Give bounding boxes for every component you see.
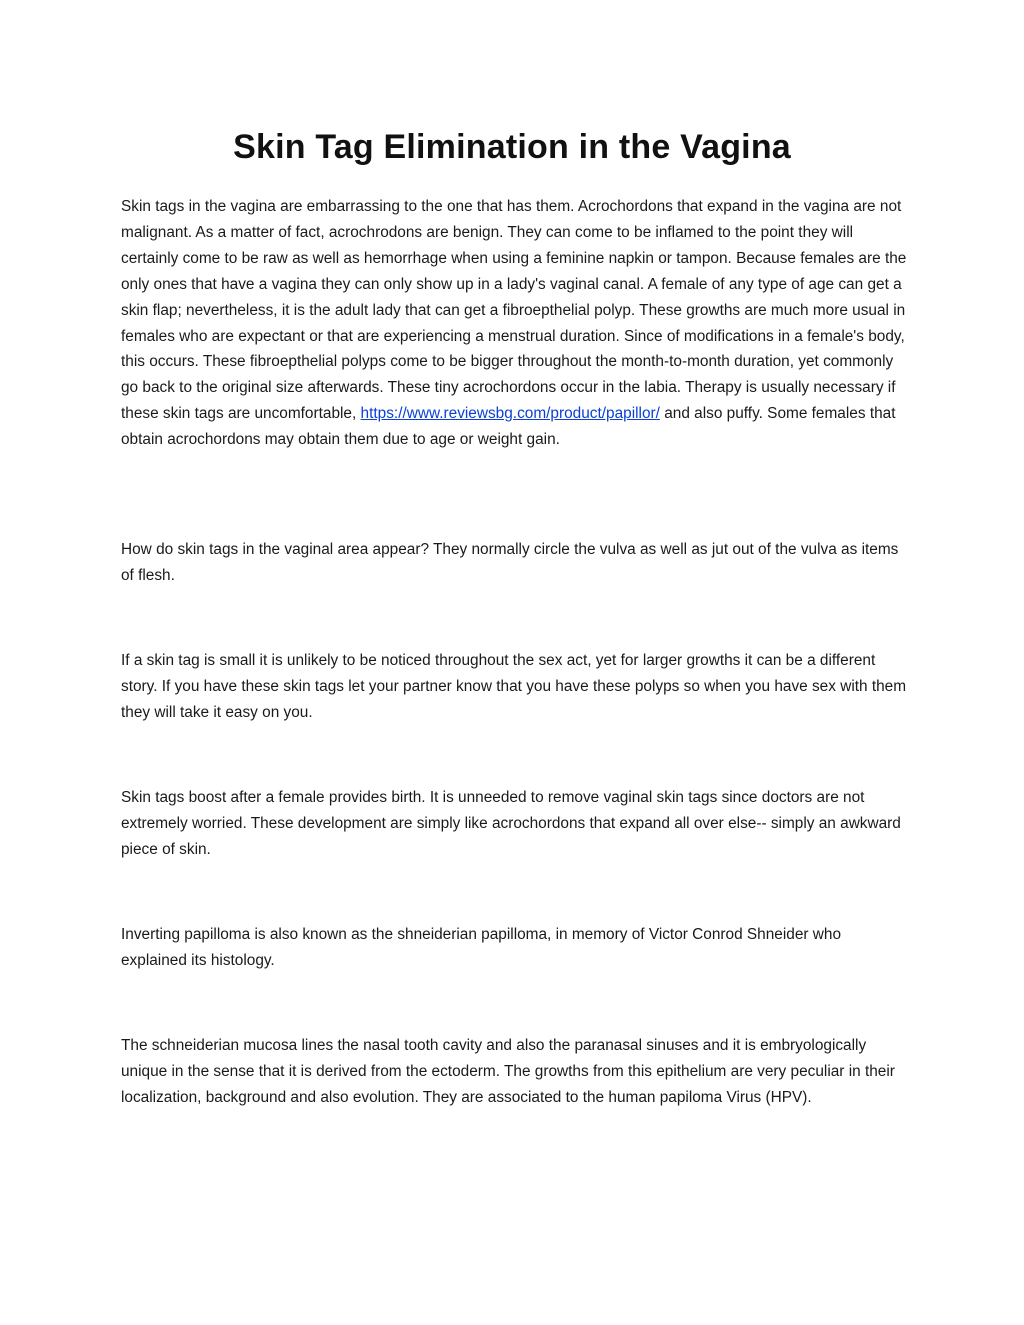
paragraph-1-text-after-link: and also puffy. Some females that obtain acrochordons may obtain them due to age or weight gain. <box>121 405 896 449</box>
paragraph-6: The schneiderian mucosa lines the nasal tooth cavity and also the paranasal sinuses and it is embryologically unique in the sense that it is derived from the ectoderm. The growths from this epithelium are very peculiar in their localization, background and also evolution. They are associated to the human papiloma Virus (HPV). <box>121 1037 895 1106</box>
paragraph-3: If a skin tag is small it is unlikely to be noticed throughout the sex act, yet for larger growths it can be a different story. If you have these skin tags let your partner know that you have these polyps so when you have sex with them they will take it easy on you. <box>121 652 907 721</box>
document-title: Skin Tag Elimination in the Vagina <box>233 128 791 166</box>
paragraph-4: Skin tags boost after a female provides birth. It is unneeded to remove vaginal skin tags since doctors are not extremely worried. These development are simply like acrochordons that expand all over else-- simply an awkward piece of skin. <box>121 789 901 858</box>
paragraph-1-text-before-link: Skin tags in the vagina are embarrassing to the one that has them. Acrochordons that expand in the vagina are not malignant. As a matter of fact, acrochrodons are benign. They can come to be inflamed to the point they will certainly come to be raw as well as hemorrhage when using a feminine napkin or tampon. Because females are the only ones that have a vagina they can only show up in a lady's vaginal canal. A female of any type of age can get a skin flap; nevertheless, it is the adult lady that can get a fibroepthelial polyp. These growths are much more usual in females who are expectant or that are experiencing a menstrual duration. Since of modifications in a female's body, this occurs. These fibroepthelial polyps come to be bigger throughout the month-to-month duration, yet commonly go back to the original size afterwards. These tiny acrochordons occur in the labia. Therapy is usually necessary if these skin tags are uncomfortable, <box>121 198 907 423</box>
paragraph-5: Inverting papilloma is also known as the shneiderian papilloma, in memory of Victor Conrod Shneider who explained its histology. <box>121 926 842 969</box>
product-link[interactable]: https://www.reviewsbg.com/product/papillor/ <box>360 405 660 423</box>
paragraph-2: How do skin tags in the vaginal area appear? They normally circle the vulva as well as jut out of the vulva as items of flesh. <box>121 541 899 584</box>
paragraph-1 <box>121 194 911 453</box>
